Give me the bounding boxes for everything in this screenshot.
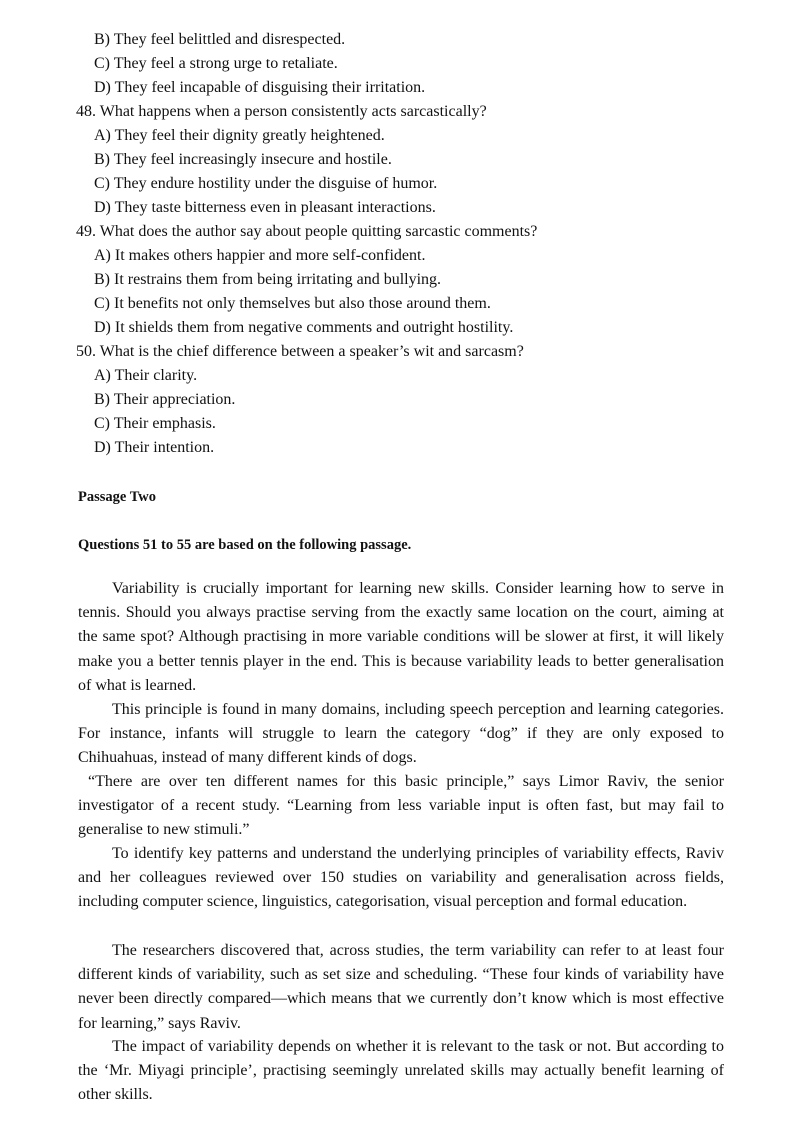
- passage-paragraph: [78, 842, 724, 915]
- question-49-option-b: B) It restrains them from being irritating and bullying.: [94, 271, 442, 288]
- question-49-stem: 49. What does the author say about people quitting sarcastic comments?: [76, 223, 538, 240]
- paragraph-text: To identify key patterns and understand the underlying principles of variability effects, Raviv and her colleagues reviewed over 150 studies on variability and generalisation across fields, including computer science, linguistics, categorisation, visual perception and formal education.: [78, 845, 724, 911]
- paragraph-text: The impact of variability depends on whether it is relevant to the task or not. But according to the ‘Mr. Miyagi principle’, practising seemingly unrelated skills may actually benefit learning of other skills.: [78, 1038, 724, 1104]
- question-47-option-c: C) They feel a strong urge to retaliate.: [94, 55, 338, 72]
- question-48-stem: 48. What happens when a person consistently acts sarcastically?: [76, 103, 487, 120]
- question-49-option-a: A) It makes others happier and more self-confident.: [94, 247, 426, 264]
- paragraph-text: This principle is found in many domains, including speech perception and learning categories. For instance, infants will struggle to learn the category “dog” if they are only exposed to Chihuahuas, instead of many different kinds of dogs.: [78, 701, 724, 767]
- question-48-option-c: C) They endure hostility under the disguise of humor.: [94, 175, 438, 192]
- passage-paragraph: [78, 939, 724, 1036]
- question-49-option-d: D) It shields them from negative comments and outright hostility.: [94, 319, 514, 336]
- question-50-option-c: C) Their emphasis.: [94, 415, 216, 432]
- question-50-option-b: B) Their appreciation.: [94, 391, 236, 408]
- passage-instruction: Questions 51 to 55 are based on the following passage.: [78, 537, 412, 553]
- question-50-option-a: A) Their clarity.: [94, 367, 198, 384]
- passage-paragraph: [78, 1035, 724, 1108]
- paragraph-text: “There are over ten different names for this basic principle,” says Limor Raviv, the senior investigator of a recent study. “Learning from less variable input is often fast, but may fail to generalise to new stimuli.”: [78, 773, 724, 839]
- question-50-stem: 50. What is the chief difference between a speaker’s wit and sarcasm?: [76, 343, 524, 360]
- question-47-option-d: D) They feel incapable of disguising their irritation.: [94, 79, 426, 96]
- passage-paragraph: [78, 577, 724, 698]
- question-49-option-c: C) It benefits not only themselves but also those around them.: [94, 295, 491, 312]
- question-48-option-d: D) They taste bitterness even in pleasant interactions.: [94, 199, 436, 216]
- passage-paragraph: [78, 698, 724, 771]
- question-48-option-a: A) They feel their dignity greatly heightened.: [94, 127, 385, 144]
- paragraph-text: The researchers discovered that, across studies, the term variability can refer to at least four different kinds of variability, such as set size and scheduling. “These four kinds of variability have never been directly compared—which means that we currently don’t know which is most effective for learning,” says Raviv.: [78, 942, 724, 1032]
- paragraph-text: Variability is crucially important for learning new skills. Consider learning how to serve in tennis. Should you always practise serving from the exactly same location on the court, aiming at the same spot? Although practising in more variable conditions will be slower at first, it will likely make you a better tennis player in the end. This is because variability leads to better generalisation of what is learned.: [78, 580, 724, 694]
- question-47-option-b: B) They feel belittled and disrespected.: [94, 31, 346, 48]
- passage-title: Passage Two: [78, 489, 157, 505]
- question-50-option-d: D) Their intention.: [94, 439, 215, 456]
- passage-paragraph: [78, 770, 724, 843]
- question-48-option-b: B) They feel increasingly insecure and hostile.: [94, 151, 392, 168]
